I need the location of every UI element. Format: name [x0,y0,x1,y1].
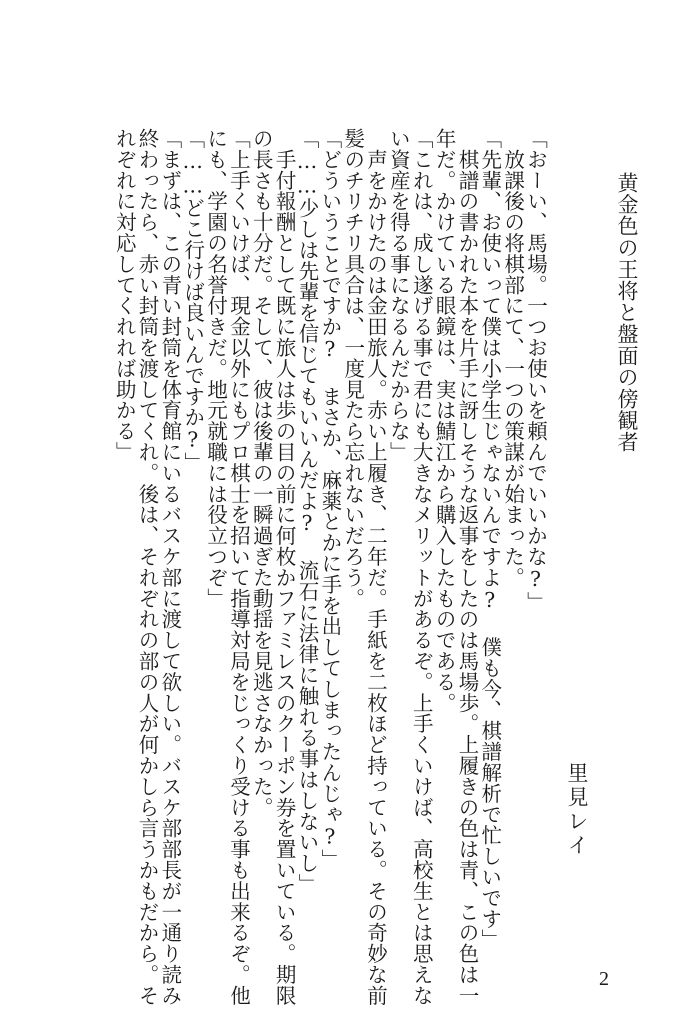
body-line: 放課後の将棋部にて、一つの策謀が始まった。 [500,128,525,588]
body-line: 「これは、成し遂げる事で君にも大きなメリットがあるぞ。上手くいけば、高校生とは思えな [409,128,434,1006]
story-title: 黄金色の王将と盤面の傍観者 [615,172,639,453]
body-line: 「先輩、お使いって僕は小学生じゃないんですよ? 僕も今、棋譜解析で忙しいです」 [477,128,502,951]
body-line: 年だ。かけている眼鏡は、実は鯖江から購入したものである。 [432,128,457,714]
body-line: 「上手くいけば、現金以外にもプロ棋士を招いて指導対局をじっくり受ける事も出来るぞ。他 [226,128,251,1006]
body-line: 声をかけたのは金田旅人。赤い上履き、二年だ。手紙を二枚ほど持っている。その奇妙な前 [363,128,388,1006]
body-line: 手付報酬として既に旅人は歩の目の前に何枚かファミレスのクーポン券を置いている。期限 [272,128,297,1006]
page-number: 2 [599,968,609,990]
body-line: れぞれに対応してくれれば助かる」 [112,128,137,463]
body-line: 棋譜の書かれた本を片手に訝しそうな返事をしたのは馬場歩。上履きの色は青、この色は一 [454,128,479,1006]
body-line: い資産を得る事になるんだからな」 [386,128,411,463]
author-name: 里見レイ [565,762,589,858]
body-line: 髪のチリチリ具合は、一度見たら忘れないだろう。 [340,128,365,609]
body-line: 「おーい、馬場。一つお使いを頼んでいいかな?」 [523,128,548,613]
body-line: 終わったら、赤い封筒を渡してくれ。後は、それぞれの部の人が何かしら言うかもだから。そ [135,128,160,1006]
body-line: の長さも十分だ。そして、彼は後輩の一瞬過ぎた動揺を見逃さなかった。 [249,128,274,818]
body-line: 「まずは、この青い封筒を体育館にいるバスケ部に渡して欲しい。バスケ部部長が一通り読み [157,128,182,1006]
body-line: 「どういうことですか? まさか、麻薬とかに手を出してしまったんじゃ?」 [317,128,342,870]
body-line: 「……少しは先輩を信じてもいいんだよ? 流石に法律に触れる事はしないし」 [295,128,319,895]
body-line: にも、学園の名誉付きだ。地元就職には役立つぞ」 [203,128,228,609]
body-line: 「……どこ行けば良いんですか?」 [180,128,205,473]
